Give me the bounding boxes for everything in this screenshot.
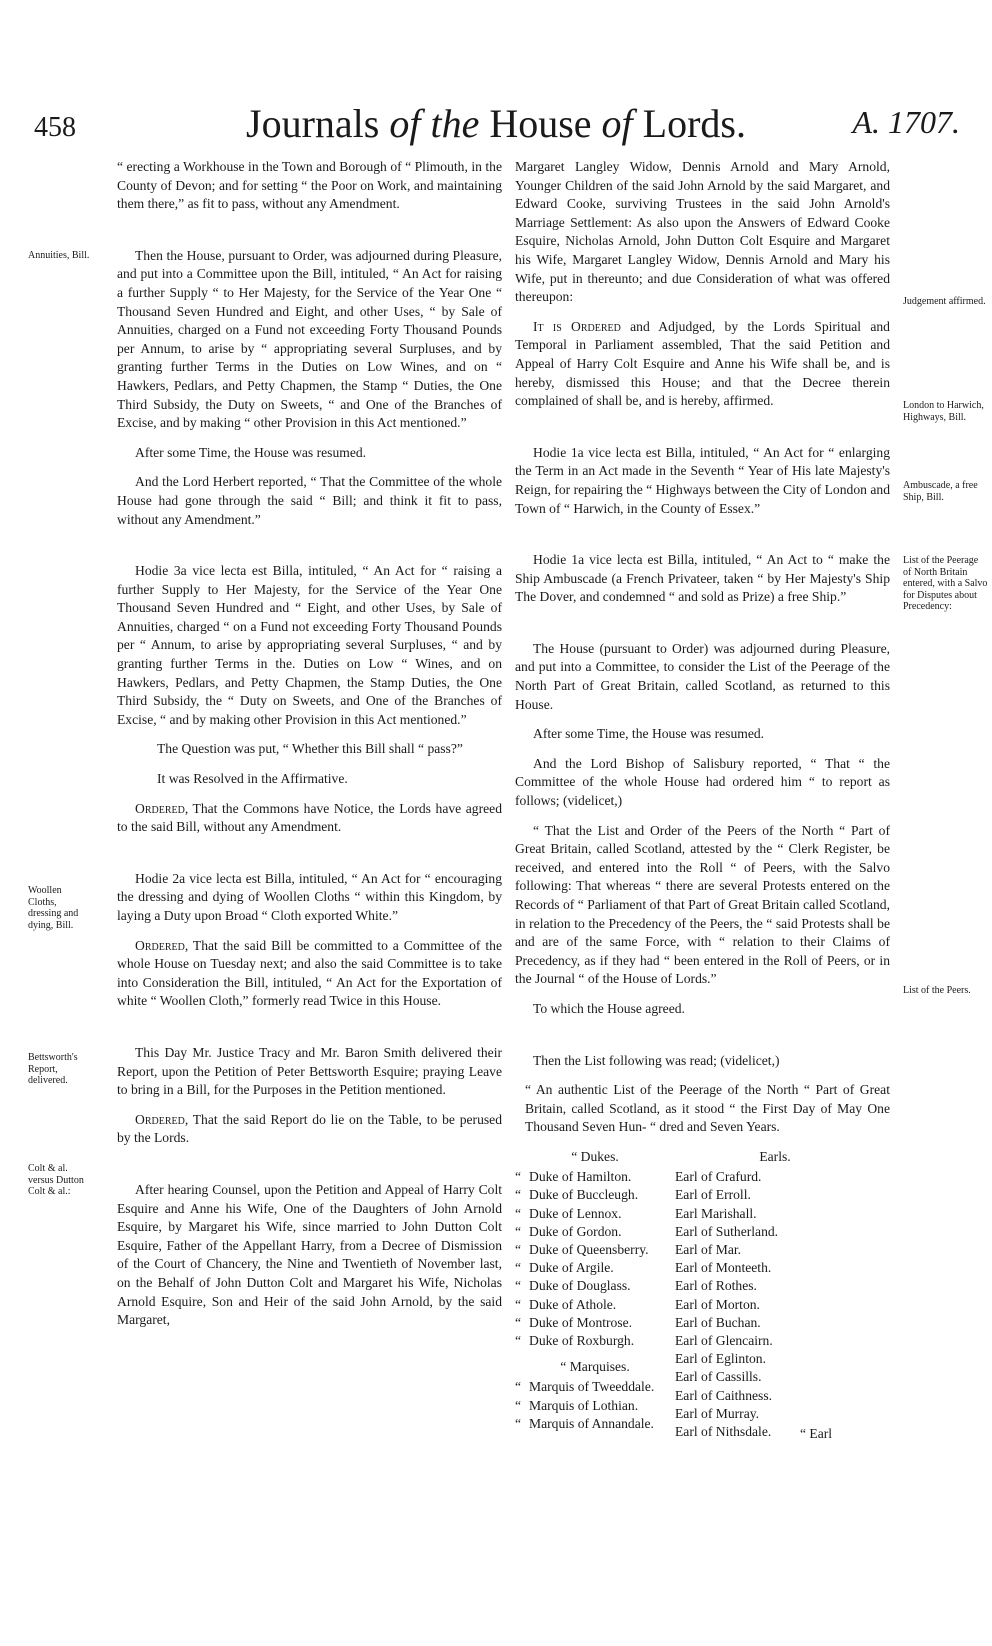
list-item: Earl of Rothes. bbox=[675, 1278, 757, 1294]
ordered-lead: Ordered, bbox=[135, 1111, 189, 1127]
paragraph: After some Time, the House was resumed. bbox=[135, 444, 367, 460]
list-item: Earl of Murray. bbox=[675, 1405, 760, 1421]
list-item: Earl of Erroll. bbox=[675, 1187, 751, 1203]
paragraph: The Question was put, “ Whether this Bill shall “ pass?” bbox=[157, 741, 463, 757]
list-item: Earl of Glencairn. bbox=[675, 1332, 773, 1348]
catchword: “ Earl bbox=[800, 1426, 833, 1441]
margin-note-woollen: Woollen Cloths, dressing and dying, Bill. bbox=[28, 885, 79, 931]
title-house: House bbox=[489, 101, 592, 146]
list-item: “ Marquis of Annandale. bbox=[515, 1415, 654, 1431]
paragraph: And the Lord Herbert reported, “ That the Committee of the whole House had gone through the said “ Bill; and think it fit to pass, without any Amendment.” bbox=[117, 474, 502, 527]
paragraph: After some Time, the House was resumed. bbox=[533, 726, 765, 742]
list-item: “ Duke of Athole. bbox=[515, 1296, 617, 1312]
right-column bbox=[515, 158, 890, 1508]
paragraph: It was Resolved in the Affirmative. bbox=[157, 771, 348, 787]
list-item: Earl of Sutherland. bbox=[675, 1223, 779, 1239]
peerage-list bbox=[515, 1148, 890, 1508]
paragraph: “ erecting a Workhouse in the Town and Borough of “ Plimouth, in the County of Devon; and for setting “ the Poor on Work, and maintaining them there,” as fit to pass, without any Amendment. bbox=[117, 159, 502, 212]
list-item: Earl of Buchan. bbox=[675, 1314, 761, 1330]
list-item: “ Marquis of Lothian. bbox=[515, 1397, 639, 1413]
page-number: 458 bbox=[34, 112, 76, 143]
title-lords: Lords. bbox=[642, 101, 746, 146]
list-item: Earl of Crafurd. bbox=[675, 1169, 762, 1185]
title-the: the bbox=[430, 101, 480, 146]
margin-note-list: List of the Peerage of North Britain entered, with a Salvo for Disputes about Precedency: bbox=[903, 555, 988, 612]
list-item: “ Duke of Montrose. bbox=[515, 1314, 633, 1330]
peerage-list-title: “ An authentic List of the Peerage of the North “ Part of Great Britain, called Scotland, as it stood “ the First Day of May One Thousand Seven Hun- “ dred and Seven Years. bbox=[525, 1082, 890, 1135]
list-item: Earl of Mar. bbox=[675, 1241, 742, 1257]
list-item: “ Duke of Gordon. bbox=[515, 1223, 622, 1239]
paragraph: Then the List following was read; (videlicet,) bbox=[533, 1052, 780, 1068]
list-item: Earl of Cassills. bbox=[675, 1369, 762, 1385]
margin-note-london: London to Harwich, Highways, Bill. bbox=[903, 400, 984, 423]
dukes-heading: “ Dukes. bbox=[571, 1148, 619, 1164]
title-of-2: of bbox=[601, 101, 633, 146]
paragraph: To which the House agreed. bbox=[533, 1000, 685, 1016]
ordered-lead: It is Ordered bbox=[533, 318, 621, 334]
list-item: Earl of Monteeth. bbox=[675, 1260, 772, 1276]
paragraph: Then the House, pursuant to Order, was adjourned during Pleasure, and put into a Committee upon the Bill, intituled, “ An Act for raising a further Supply “ to Her Majesty, for the Service of the Year One “ Thousand Seven Hundred and Eight, and other Uses, “ by Sale of Annuities, charged on a Fund not exceeding Forty Thousand Pounds per Annum, to arise by “ appropriating several Surpluses, and by granting further Terms in the Duties on Low Wines, and on “ Hawkers, Pedlars, and Petty Chapmen, the Stamp “ Duties, the One Third Subsidy, the Duty on Sweets, “ and One of the Branches of Excise, and by making “ other Provision in this Act mentioned.” bbox=[117, 247, 502, 431]
paragraph: Hodie 3a vice lecta est Billa, intituled, “ An Act for “ raising a further Supply to Her Majesty, for the Service of the Year One Thousand Seven Hundred and “ Eight, and other Uses, by Sale of Annuities, charged “ on a Fund not exceeding Forty Thousand Pounds per “ Annum, to arise by appropriating several Surpluses, “ and by granting further Terms in the. Duties on Low “ Wines, and on Hawkers, Pedlars, and Petty Chapmen, the Stamp Duties, the One Third Subsidy, the “ Duty on Sweets, and One of the Branches of Excise, “ and by making other Provision in this Act mentioned.” bbox=[117, 563, 502, 727]
list-item: “ Duke of Roxburgh. bbox=[515, 1332, 635, 1348]
paragraph: Hodie 1a vice lecta est Billa, intituled, “ An Act to “ make the Ship Ambuscade (a French Privateer, taken “ by Her Majesty's Ship The Dover, and condemned “ and sold as Prize) a free Ship.” bbox=[515, 552, 890, 605]
page-header bbox=[0, 0, 992, 150]
paragraph: Ordered, That the said Report do lie on the Table, to be perused by the Lords. bbox=[117, 1111, 502, 1146]
ordered-lead: Ordered, bbox=[135, 800, 189, 816]
list-item: “ Duke of Queensberry. bbox=[515, 1241, 649, 1257]
list-item: Earl of Morton. bbox=[675, 1296, 760, 1312]
paragraph: The House (pursuant to Order) was adjourned during Pleasure, and put into a Committee, to consider the List of the Peerage of the North Part of Great Britain, called Scotland, as returned to this House. bbox=[515, 640, 890, 712]
paragraph: Margaret Langley Widow, Dennis Arnold and Mary Arnold, Younger Children of the said John Arnold by the said Margaret, and Edward Cooke, surviving Trustees in the said John Arnold's Marriage Settlement: As also upon the Answers of Edward Cooke Esquire, Nicholas Arnold, John Dutton Colt Esquire and Margaret his Wife, Margaret Langley Widow, Dennis Arnold and Mary his Wife, put in thereunto; and due Consideration of what was offered thereupon: bbox=[515, 159, 890, 305]
margin-note-peers: List of the Peers. bbox=[903, 985, 971, 996]
dukes-marquises-column bbox=[515, 1148, 675, 1433]
paragraph: After hearing Counsel, upon the Petition and Appeal of Harry Colt Esquire and Anne his Wife, One of the Daughters of John Arnold Esquire, by Margaret his Wife, since married to John Dutton Colt Esquire, Father of the Appellant Harry, from a Decree of Dismission of the Court of Chancery, the Nine and Twentieth of November last, on the Behalf of John Dutton Colt and Margaret his Wife, Nicholas Arnold Esquire, Son and Heir of the said John Arnold, by the said Margaret, bbox=[117, 1181, 502, 1328]
margin-note-bettsworth: Bettsworth's Report, delivered. bbox=[28, 1052, 78, 1086]
margin-note-judgement: Judgement affirmed. bbox=[903, 296, 986, 307]
paragraph: Hodie 1a vice lecta est Billa, intituled, “ An Act for “ enlarging the Term in an Act made in the Seventh “ Year of His late Majesty's Reign, for repairing the “ Highways between the City of London and Town of “ Harwich, in the County of Essex.” bbox=[515, 444, 890, 516]
margin-note-colt: Colt & al. versus Dutton Colt & al.: bbox=[28, 1163, 84, 1197]
paragraph: Ordered, That the Commons have Notice, the Lords have agreed to the said Bill, without any Amendment. bbox=[117, 800, 502, 835]
list-item: “ Duke of Lennox. bbox=[515, 1205, 622, 1221]
margin-note-ambuscade: Ambuscade, a free Ship, Bill. bbox=[903, 480, 978, 503]
paragraph: Hodie 2a vice lecta est Billa, intituled, “ An Act for “ encouraging the dressing and dying of Woollen Cloths “ within this Kingdom, by laying a Duty upon Broad “ Cloth exported White.” bbox=[117, 870, 502, 923]
earls-column bbox=[675, 1148, 875, 1441]
paragraph: This Day Mr. Justice Tracy and Mr. Baron Smith delivered their Report, upon the Petition of Peter Bettsworth Esquire; praying Leave to bring in a Bill, for the Purposes in the Petition mentioned. bbox=[117, 1044, 502, 1098]
list-item: “ Duke of Hamilton. bbox=[515, 1169, 632, 1185]
paragraph: “ That the List and Order of the Peers of the North “ Part of Great Britain, called Scotland, attested by the “ Clerk Register, be received, and entered into the Roll “ of Peers, with the Salvo following: That whereas “ there are several Protests entered on the Records of “ Parliament of that Part of Great Britain called Scotland, in relation to the Precedency of the Peers, the “ said Protests shall be and are of the same Force, with “ relation to their Claims of Precedency, as if they had “ been entered in the Roll of Peers, or in the Journal “ of the House of Lords.” bbox=[515, 822, 890, 987]
running-title bbox=[0, 100, 992, 147]
margin-note-annuities: Annuities, Bill. bbox=[28, 250, 90, 261]
earls-heading: Earls. bbox=[759, 1148, 791, 1164]
paragraph: Ordered, That the said Bill be committed to a Committee of the whole House on Tuesday next; and also the said Committee is to take into Consideration the Bill, intituled, “ An Act for the Exportation of white “ Woollen Cloth,” formerly read Twice in this House. bbox=[117, 937, 502, 1009]
list-item: Earl of Eglinton. bbox=[675, 1351, 766, 1367]
title-journals: Journals bbox=[246, 101, 380, 146]
year: A. 1707. bbox=[852, 104, 960, 140]
list-item: Earl Marishall. bbox=[675, 1205, 757, 1221]
list-item: Earl of Caithness. bbox=[675, 1387, 773, 1403]
left-column bbox=[117, 158, 502, 1341]
paragraph: It is Ordered and Adjudged, by the Lords Spiritual and Temporal in Parliament assembled, That the said Petition and Appeal of Harry Colt Esquire and Anne his Wife shall be, and is hereby, dismissed this House; and that the Decree therein complained of shall be, and is hereby, affirmed. bbox=[515, 318, 890, 409]
title-of: of bbox=[389, 101, 421, 146]
list-item: “ Duke of Douglass. bbox=[515, 1278, 631, 1294]
marquises-heading: “ Marquises. bbox=[560, 1359, 630, 1375]
paragraph: And the Lord Bishop of Salisbury reported, “ That “ the Committee of the whole House had ordered him “ to report as follows; (videlicet,) bbox=[515, 755, 890, 809]
ordered-lead: Ordered, bbox=[135, 937, 189, 953]
list-item: “ Duke of Argile. bbox=[515, 1260, 614, 1276]
list-item: “ Marquis of Tweeddale. bbox=[515, 1379, 655, 1395]
list-item: “ Duke of Buccleugh. bbox=[515, 1187, 639, 1203]
list-item: Earl of Nithsdale. bbox=[675, 1423, 772, 1439]
